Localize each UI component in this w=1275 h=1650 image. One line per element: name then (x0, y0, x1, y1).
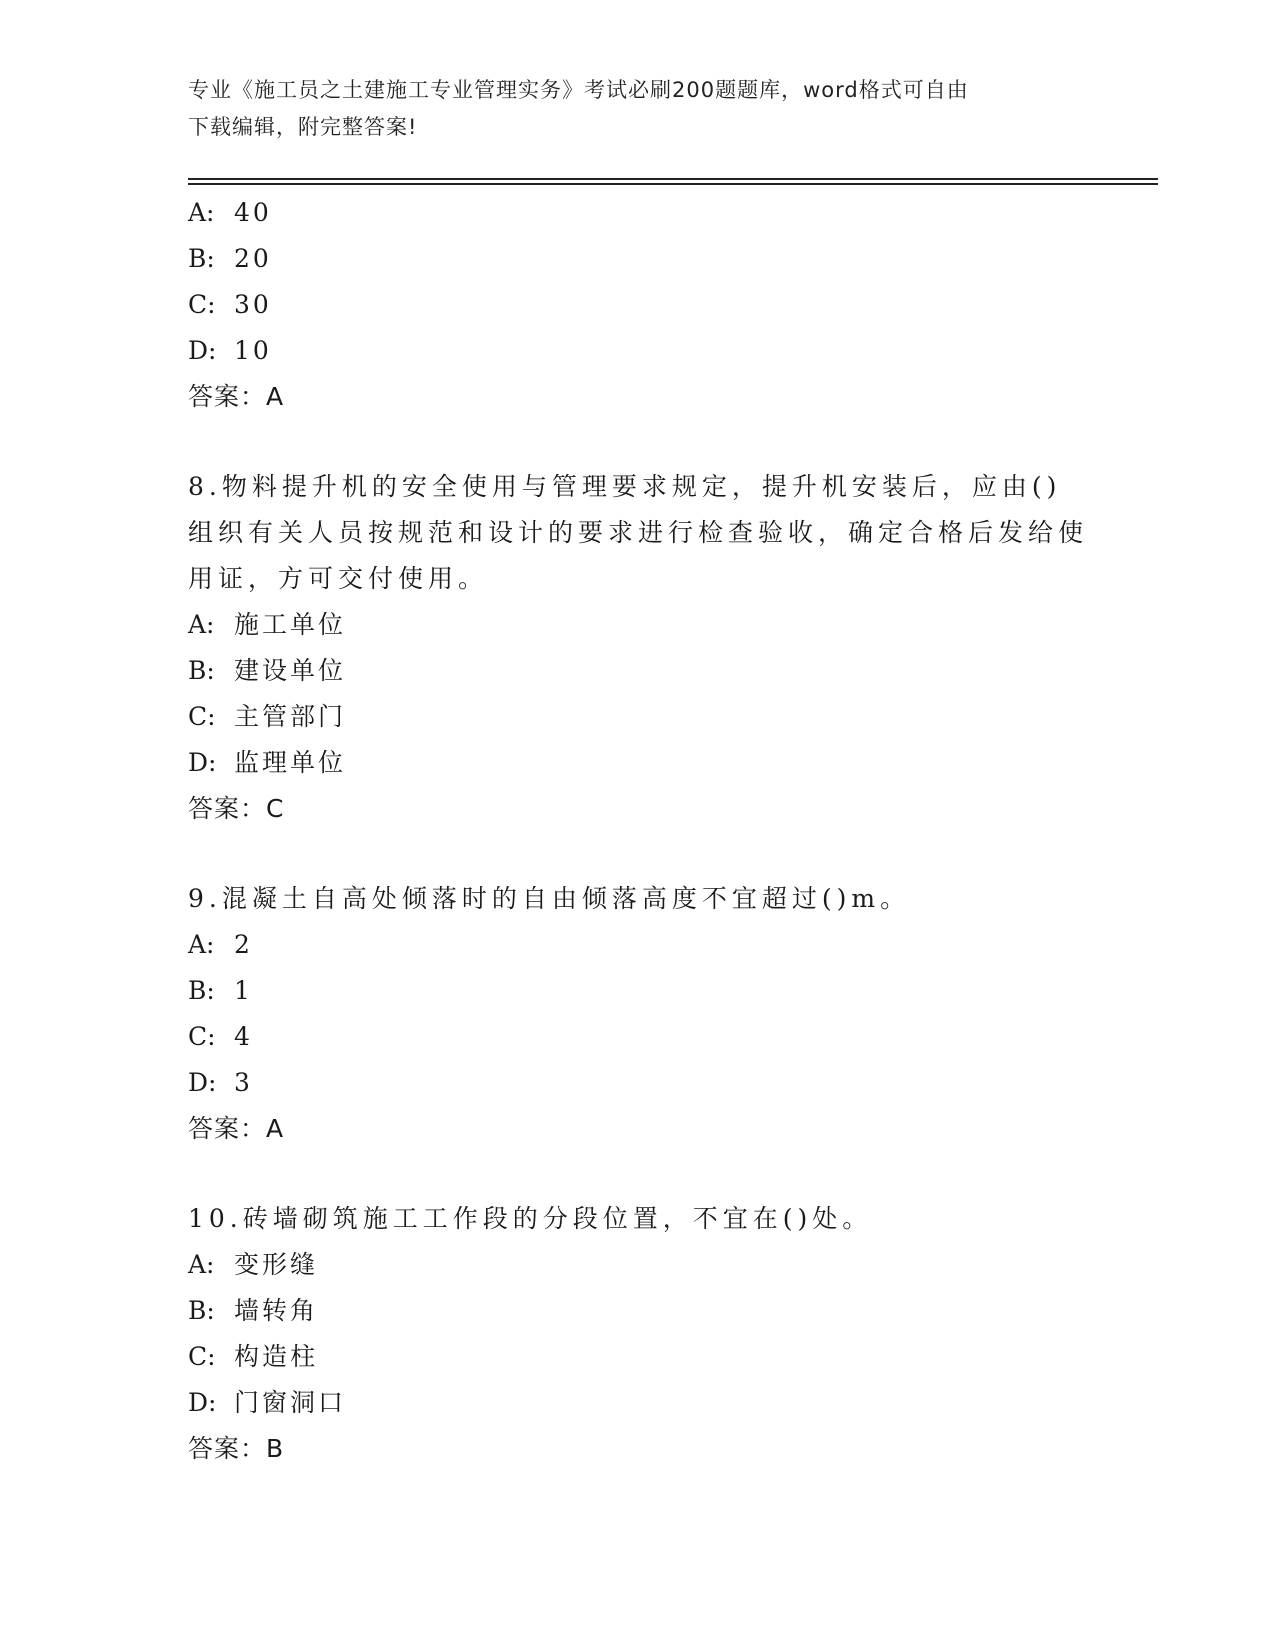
header-title-line-1: 专业《施工员之土建施工专业管理实务》考试必刷200题题库，word格式可自由 (188, 78, 969, 102)
option-text: 40 (234, 198, 272, 227)
option-key: D: (188, 336, 217, 365)
question-block-8 (188, 464, 1088, 832)
option-text: 3 (234, 1068, 253, 1097)
option-a (188, 1242, 1088, 1288)
option-key: D: (188, 1068, 217, 1097)
header-title-line-2: 下载编辑，附完整答案! (188, 115, 418, 139)
header-divider-top (188, 178, 1158, 180)
header-divider-bottom (188, 183, 1158, 185)
option-text: 1 (234, 976, 253, 1005)
spacer (188, 420, 1088, 464)
option-d (188, 1060, 1088, 1106)
question-text-line: 用证，方可交付使用。 (188, 564, 489, 593)
option-a (188, 922, 1088, 968)
question-block-10 (188, 1196, 1088, 1472)
question-block-7 (188, 190, 1088, 420)
option-text: 20 (234, 244, 272, 273)
question-text-line: 9.混凝土自高处倾落时的自由倾落高度不宜超过()m。 (188, 884, 911, 913)
option-b (188, 236, 1088, 282)
option-key: A: (188, 1250, 215, 1279)
option-text: 30 (234, 290, 272, 319)
option-text: 10 (234, 336, 272, 365)
option-b (188, 1288, 1088, 1334)
option-key: B: (188, 1296, 215, 1325)
option-key: B: (188, 244, 215, 273)
option-key: C: (188, 1342, 216, 1371)
option-key: C: (188, 702, 216, 731)
spacer (188, 1152, 1088, 1196)
option-d (188, 328, 1088, 374)
option-c (188, 282, 1088, 328)
option-key: B: (188, 656, 215, 685)
question-text-line: 组织有关人员按规范和设计的要求进行检查验收，确定合格后发给使 (188, 518, 1089, 547)
option-key: B: (188, 976, 215, 1005)
option-text: 墙转角 (234, 1296, 319, 1325)
answer-line: 答案：B (188, 1434, 285, 1463)
option-d (188, 1380, 1088, 1426)
option-key: A: (188, 930, 215, 959)
option-c (188, 694, 1088, 740)
document-header (188, 72, 1088, 146)
answer-line: 答案：A (188, 1114, 285, 1143)
answer-line: 答案：C (188, 794, 285, 823)
option-text: 施工单位 (234, 610, 347, 639)
spacer (188, 832, 1088, 876)
question-text-line: 10.砖墙砌筑施工工作段的分段位置，不宜在()处。 (188, 1204, 873, 1233)
option-c (188, 1014, 1088, 1060)
option-key: A: (188, 610, 215, 639)
option-text: 建设单位 (234, 656, 347, 685)
option-a (188, 602, 1088, 648)
option-b (188, 648, 1088, 694)
option-b (188, 968, 1088, 1014)
answer-line: 答案：A (188, 382, 285, 411)
question-list (188, 190, 1088, 1472)
option-text: 门窗洞口 (234, 1388, 347, 1417)
option-text: 4 (234, 1022, 253, 1051)
option-text: 变形缝 (234, 1250, 319, 1279)
option-key: D: (188, 748, 217, 777)
option-d (188, 740, 1088, 786)
question-text-line: 8.物料提升机的安全使用与管理要求规定，提升机安装后，应由() (188, 472, 1062, 501)
option-c (188, 1334, 1088, 1380)
option-a (188, 190, 1088, 236)
option-text: 主管部门 (234, 702, 347, 731)
option-key: A: (188, 198, 215, 227)
question-block-9 (188, 876, 1088, 1152)
option-text: 2 (234, 930, 253, 959)
option-key: C: (188, 1022, 216, 1051)
option-key: C: (188, 290, 216, 319)
option-text: 监理单位 (234, 748, 347, 777)
option-key: D: (188, 1388, 217, 1417)
option-text: 构造柱 (234, 1342, 319, 1371)
